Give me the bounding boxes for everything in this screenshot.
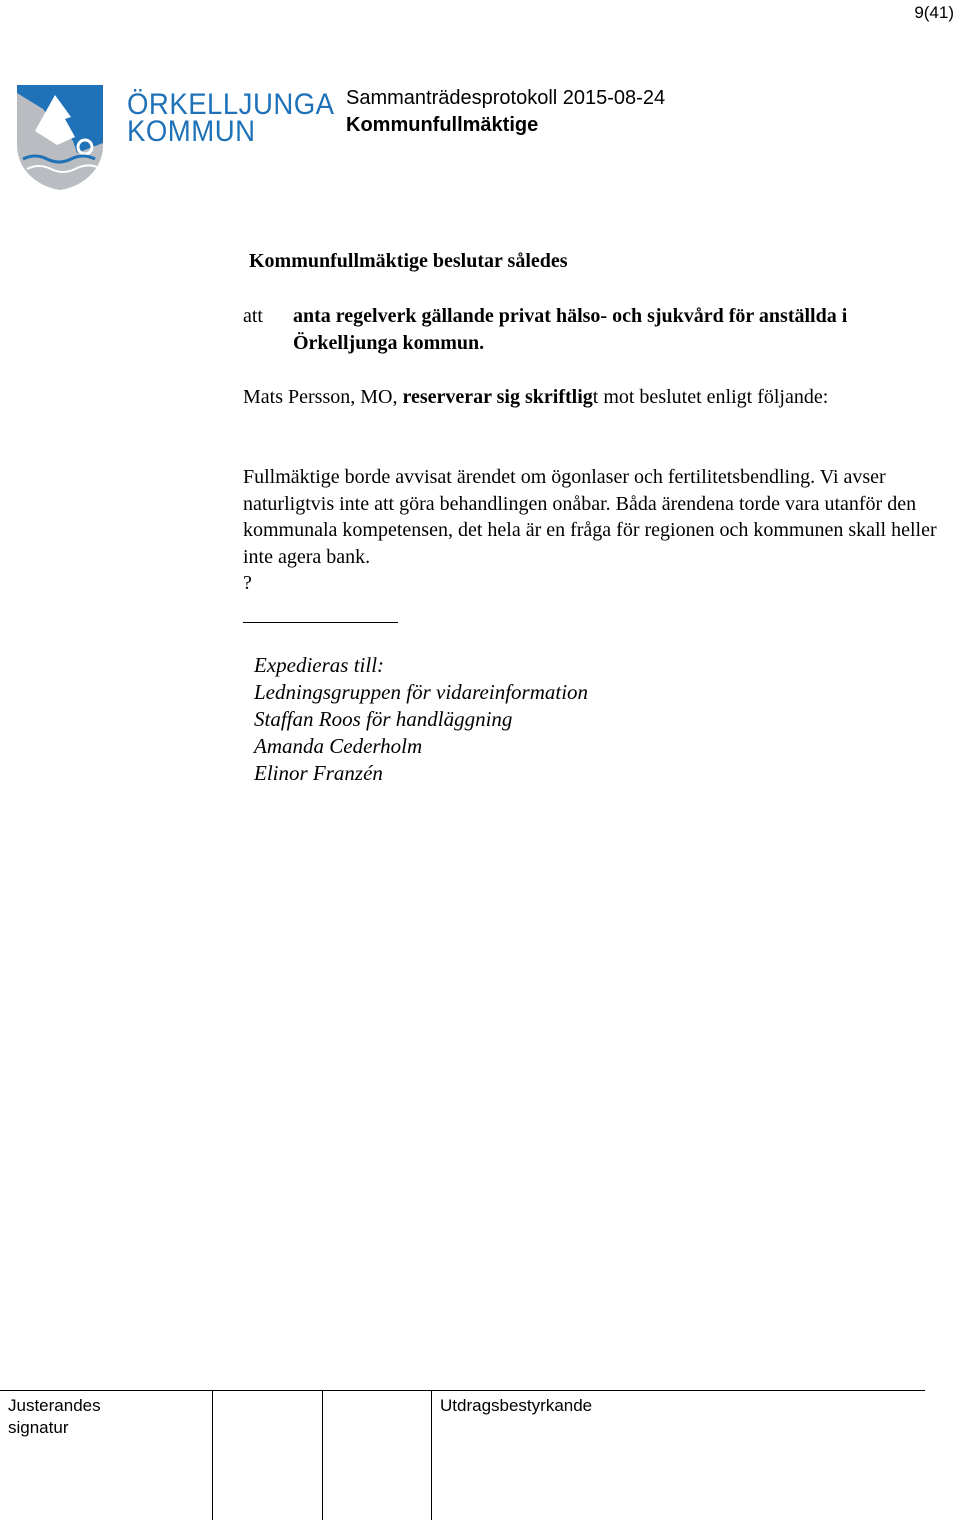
- signature-box-divider: [431, 1390, 432, 1520]
- recipient-item: Ledningsgruppen för vidareinformation: [254, 680, 589, 704]
- distribution-label: Expedieras till:: [254, 653, 385, 677]
- recipient-item: Elinor Franzén: [254, 761, 383, 785]
- logo-line-1: ÖRKELLJUNGA: [127, 88, 335, 121]
- recipient-item: Staffan Roos för handläggning: [254, 707, 513, 731]
- protocol-title: Sammanträdesprotokoll 2015-08-24: [346, 87, 666, 109]
- utdragsbestyrkande-label: Utdragsbestyrkande: [440, 1396, 593, 1415]
- reservation-bold: reserverar sig skriftlig: [402, 386, 593, 408]
- statement-text: Fullmäktige borde avvisat ärendet om ögonlaser och fertilitetsbendling. Vi avser naturligtvis inte att göra behandlingen onåbar. Båda ärendena torde vara utanför den kommunala kompetensen, det hela är en fråga för regionen och kommunen skall heller inte agera bank.: [243, 466, 937, 568]
- municipality-logo: [15, 83, 335, 193]
- document-header: [346, 85, 665, 139]
- statement-trailing-mark: ?: [243, 572, 252, 594]
- att-word: att: [243, 305, 263, 327]
- reservation-statement: [243, 464, 943, 597]
- committee-name: Kommunfullmäktige: [346, 114, 539, 136]
- signature-box-divider: [212, 1390, 213, 1520]
- page-number: 9(41): [914, 3, 954, 22]
- coat-of-arms-emblem-icon: [15, 83, 107, 191]
- logo-line-2: KOMMUN: [127, 115, 256, 148]
- decision-heading: Kommunfullmäktige beslutar således: [249, 250, 568, 272]
- section-divider: [243, 622, 398, 623]
- signature-footer: [0, 1390, 960, 1520]
- footer-rule: [0, 1390, 925, 1391]
- signature-box-divider: [322, 1390, 323, 1520]
- recipient-item: Amanda Cederholm: [254, 734, 423, 758]
- reservation-prefix: Mats Persson, MO,: [243, 386, 403, 408]
- decision-text: anta regelverk gällande privat hälso- och sjukvård för anställda i Örkelljunga kommun.: [293, 305, 848, 354]
- distribution-list: [254, 652, 588, 787]
- reservation-paragraph: [243, 384, 883, 411]
- reservation-suffix: t mot beslutet enligt följande:: [592, 386, 829, 408]
- justerandes-signatur-label: Justerandes signatur: [8, 1396, 101, 1437]
